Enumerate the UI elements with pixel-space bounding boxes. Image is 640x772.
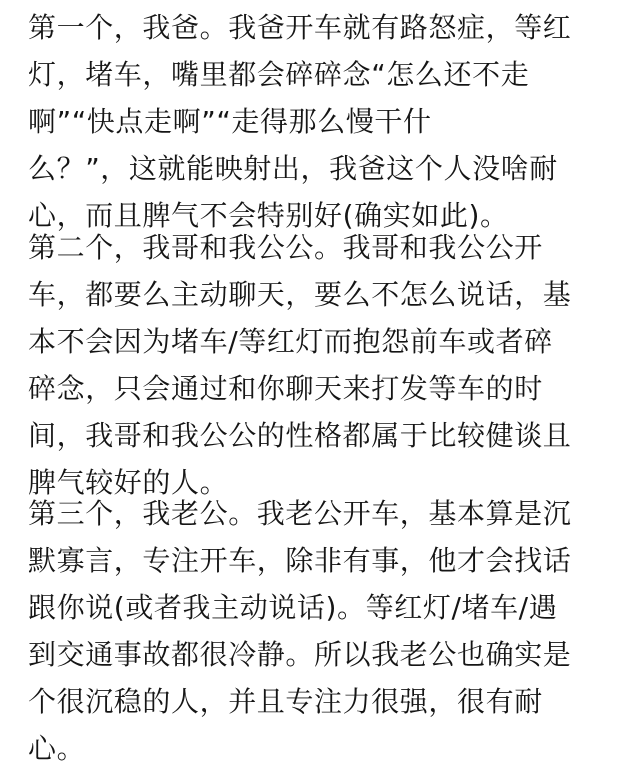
text-line: 心，而且脾气不会特别好(确实如此)。	[28, 199, 509, 232]
text-line: 么？”，这就能映射出，我爸这个人没啥耐	[28, 152, 558, 185]
text-line: 车，都要么主动聊天，要么不怎么说话，基	[28, 278, 572, 311]
text-line: 间，我哥和我公公的性格都属于比较健谈且	[28, 419, 572, 452]
paragraph-husband	[28, 490, 628, 772]
text-line: 第一个，我爸。我爸开车就有路怒症，等红	[28, 11, 572, 44]
text-line: 灯，堵车，嘴里都会碎碎念“怎么还不走	[28, 58, 530, 91]
text-line: 第二个，我哥和我公公。我哥和我公公开	[28, 231, 543, 264]
paragraph-father	[28, 4, 628, 239]
text-line: 碎念，只会通过和你聊天来打发等车的时	[28, 372, 543, 405]
text-line: 个很沉稳的人，并且专注力很强，很有耐	[28, 685, 543, 718]
text-line: 到交通事故都很冷静。所以我老公也确实是	[28, 638, 572, 671]
text-line: 跟你说(或者我主动说话)。等红灯/堵车/遇	[28, 591, 558, 624]
text-line: 第三个，我老公。我老公开车，基本算是沉	[28, 497, 572, 530]
text-line: 啊”“快点走啊”“走得那么慢干什	[28, 105, 432, 138]
text-line: 本不会因为堵车/等红灯而抱怨前车或者碎	[28, 325, 553, 358]
text-line: 脾气较好的人。	[28, 466, 229, 499]
text-line: 心。	[28, 732, 86, 765]
paragraph-brother-father-in-law	[28, 224, 628, 506]
text-line: 默寡言，专注开车，除非有事，他才会找话	[28, 544, 572, 577]
